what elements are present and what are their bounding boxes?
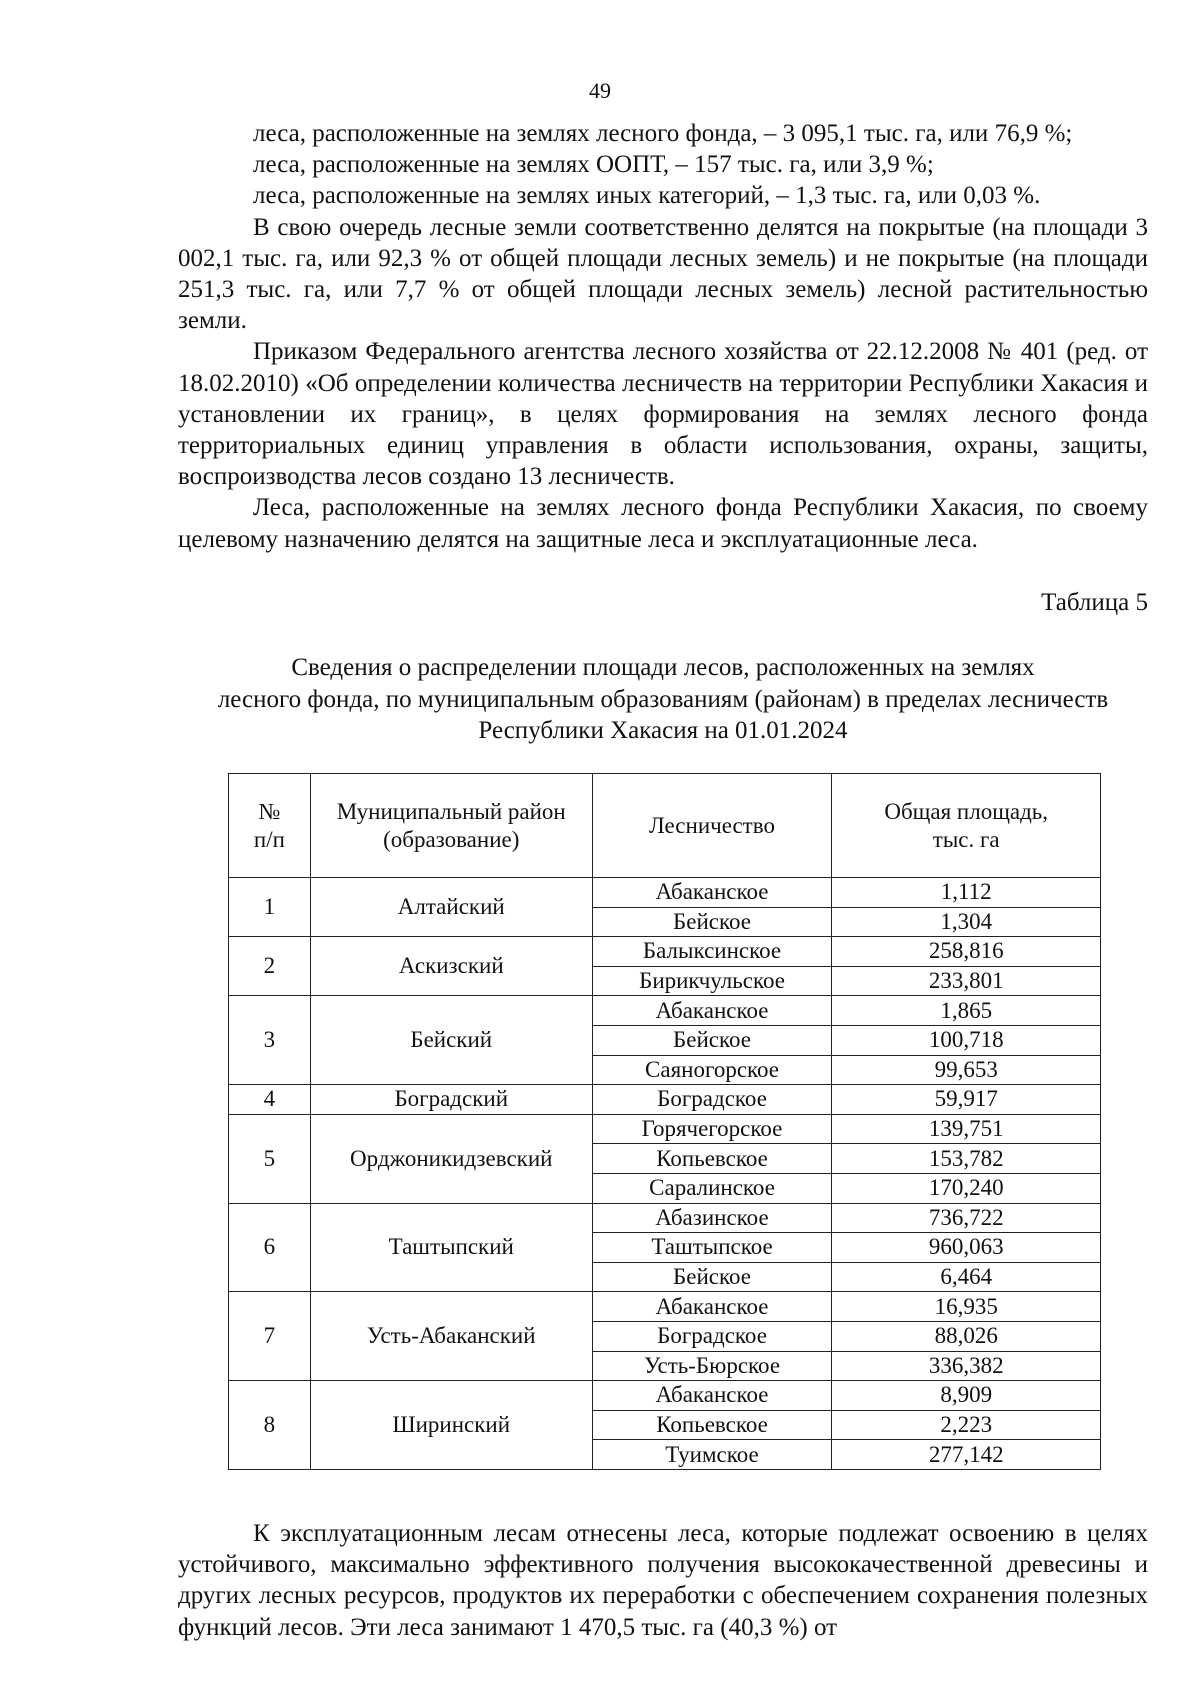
header-number-line1: № <box>258 798 281 824</box>
cell-forestry: Абаканское <box>592 996 832 1026</box>
cell-district: Аскизский <box>310 937 592 996</box>
cell-forestry: Абаканское <box>592 878 832 908</box>
cell-area: 736,722 <box>832 1203 1101 1233</box>
cell-forestry: Боградское <box>592 1321 832 1351</box>
cell-district: Таштыпский <box>310 1203 592 1292</box>
table-header-row <box>229 774 1101 878</box>
cell-forestry: Абаканское <box>592 1381 832 1411</box>
cell-area: 16,935 <box>832 1292 1101 1322</box>
table-title <box>178 652 1148 747</box>
header-forestry: Лесничество <box>592 774 832 878</box>
table-row <box>229 1085 1101 1115</box>
cell-forestry: Бейское <box>592 1262 832 1292</box>
cell-area: 960,063 <box>832 1233 1101 1263</box>
cell-area: 153,782 <box>832 1144 1101 1174</box>
header-district-line1: Муниципальный район <box>336 798 566 824</box>
paragraph-forest-fund: леса, расположенные на землях лесного фонда, – 3 095,1 тыс. га, или 76,9 %; <box>253 120 1073 147</box>
cell-area: 8,909 <box>832 1381 1101 1411</box>
cell-number: 6 <box>229 1203 311 1292</box>
cell-area: 170,240 <box>832 1173 1101 1203</box>
cell-number: 5 <box>229 1114 311 1203</box>
cell-forestry: Копьевское <box>592 1410 832 1440</box>
cell-number: 1 <box>229 878 311 937</box>
table-title-line: лесного фонда, по муниципальным образованиям (районам) в пределах лесничеств <box>217 685 1109 713</box>
cell-area: 258,816 <box>832 937 1101 967</box>
paragraph-covered-lands: В свою очередь лесные земли соответственно делятся на покрытые (на площади 3 002,1 тыс. га, или 92,3 % от общей площади лесных земель) и не покрытые (на площади 251,3 тыс. га, или 7,7 % от общей площади лесных земель) лесной растительностью земли. <box>178 213 1148 335</box>
cell-district: Усть-Абаканский <box>310 1292 592 1381</box>
cell-area: 1,112 <box>832 878 1101 908</box>
cell-district: Орджоникидзевский <box>310 1114 592 1203</box>
cell-area: 59,917 <box>832 1085 1101 1115</box>
cell-area: 1,304 <box>832 907 1101 937</box>
cell-forestry: Бейское <box>592 907 832 937</box>
cell-forestry: Копьевское <box>592 1144 832 1174</box>
table-row <box>229 878 1101 908</box>
cell-forestry: Абаканское <box>592 1292 832 1322</box>
cell-area: 139,751 <box>832 1114 1101 1144</box>
cell-forestry: Саралинское <box>592 1173 832 1203</box>
header-number <box>229 774 311 878</box>
table-row <box>229 1381 1101 1411</box>
header-area-line1: Общая площадь, <box>884 798 1049 824</box>
body-text-top <box>178 118 1148 555</box>
table-row <box>229 937 1101 967</box>
paragraph-order: Приказом Федерального агентства лесного хозяйства от 22.12.2008 № 401 (ред. от 18.02.2010) «Об определении количества лесничеств на территории Республики Хакасия и установлении их границ», в целях формирования на землях лесного фонда территориальных единиц управления в области использования, охраны, защиты, воспроизводства лесов создано 13 лесничеств. <box>178 338 1148 491</box>
cell-area: 100,718 <box>832 1025 1101 1055</box>
cell-area: 6,464 <box>832 1262 1101 1292</box>
table-row <box>229 996 1101 1026</box>
body-text-bottom <box>178 1518 1148 1643</box>
cell-forestry: Таштыпское <box>592 1233 832 1263</box>
cell-forestry: Бирикчульское <box>592 966 832 996</box>
cell-forestry: Туимское <box>592 1440 832 1470</box>
paragraph-exploitation-forests: К эксплуатационным лесам отнесены леса, которые подлежат освоению в целях устойчивого, максимально эффективного получения высококачественной древесины и других лесных ресурсов, продуктов их переработки с обеспечением сохранения полезных функций лесов. Эти леса занимают 1 470,5 тыс. га (40,3 %) от <box>178 1520 1148 1641</box>
table-label: Таблица 5 <box>1041 589 1148 616</box>
cell-forestry: Саяногорское <box>592 1055 832 1085</box>
table-row <box>229 1292 1101 1322</box>
header-number-line2: п/п <box>253 826 285 852</box>
cell-district: Ширинский <box>310 1381 592 1470</box>
header-area-line2: тыс. га <box>932 826 1000 852</box>
cell-number: 7 <box>229 1292 311 1381</box>
cell-area: 88,026 <box>832 1321 1101 1351</box>
cell-number: 4 <box>229 1085 311 1115</box>
page-number: 49 <box>589 78 611 103</box>
table-row <box>229 1114 1101 1144</box>
header-district <box>310 774 592 878</box>
cell-forestry: Усть-Бюрское <box>592 1351 832 1381</box>
cell-area: 277,142 <box>832 1440 1101 1470</box>
header-area <box>832 774 1101 878</box>
cell-number: 3 <box>229 996 311 1085</box>
cell-forestry: Бейское <box>592 1025 832 1055</box>
header-district-line2: (образование) <box>383 826 520 852</box>
forest-distribution-table <box>228 773 1101 1470</box>
cell-area: 1,865 <box>832 996 1101 1026</box>
table-title-line: Республики Хакасия на 01.01.2024 <box>478 717 848 744</box>
cell-number: 2 <box>229 937 311 996</box>
cell-district: Боградский <box>310 1085 592 1115</box>
cell-area: 99,653 <box>832 1055 1101 1085</box>
paragraph-purpose: Леса, расположенные на землях лесного фонда Республики Хакасия, по своему целевому назначению делятся на защитные леса и эксплуатационные леса. <box>178 494 1148 553</box>
table-body <box>229 878 1101 1470</box>
cell-district: Бейский <box>310 996 592 1085</box>
cell-forestry: Боградское <box>592 1085 832 1115</box>
cell-area: 233,801 <box>832 966 1101 996</box>
cell-forestry: Горячегорское <box>592 1114 832 1144</box>
table-row <box>229 1203 1101 1233</box>
cell-forestry: Балыксинское <box>592 937 832 967</box>
cell-area: 336,382 <box>832 1351 1101 1381</box>
paragraph-other-categories: леса, расположенные на землях иных категорий, – 1,3 тыс. га, или 0,03 %. <box>253 182 1041 210</box>
cell-number: 8 <box>229 1381 311 1470</box>
cell-area: 2,223 <box>832 1410 1101 1440</box>
paragraph-oopt: леса, расположенные на землях ООПТ, – 157 тыс. га, или 3,9 %; <box>253 151 934 179</box>
cell-district: Алтайский <box>310 878 592 937</box>
table-title-line: Сведения о распределении площади лесов, расположенных на землях <box>291 654 1035 681</box>
cell-forestry: Абазинское <box>592 1203 832 1233</box>
